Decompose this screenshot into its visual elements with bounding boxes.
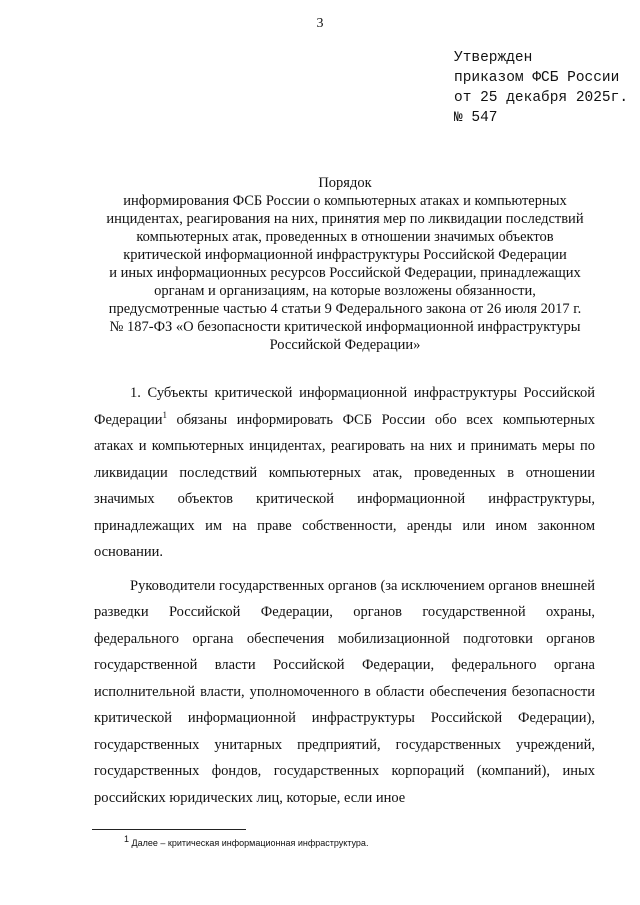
footnote-reference[interactable]: 1 (162, 409, 167, 420)
document-body (94, 380, 595, 811)
footnote-text: Далее – критическая информационная инфраструктура. (129, 838, 369, 848)
paragraph-2: Руководители государственных органов (за исключением органов внешней разведки Российской Федерации, органов государственной охраны, федерального органа обеспечения мобилизационной подготовки органов государственной власти Российской Федерации, федерального органа исполнительной власти, уполномоченного в области обеспечения безопасности критической информационной инфраструктуры Российской Федерации), государственных унитарных предприятий, государственных учреждений, государственных фондов, государственных корпораций (компаний), иных российских юридических лиц, которые, если иное (94, 577, 595, 806)
title-line: инцидентах, реагирования на них, принятия мер по ликвидации последствий (106, 211, 584, 227)
title-heading: Порядок (318, 175, 372, 191)
title-line: предусмотренные частью 4 статьи 9 Федерального закона от 26 июля 2017 г. (108, 301, 582, 317)
page-number: 3 (316, 16, 324, 31)
title-line: Российской Федерации» (269, 337, 421, 353)
title-line: критической информационной инфраструктуры Российской Федерации (123, 247, 567, 263)
title-line: органам и организациям, на которые возложены обязанности, (154, 283, 536, 299)
footnote (124, 834, 604, 848)
approval-line-approved: Утвержден (454, 50, 533, 66)
title-line: и иных информационных ресурсов Российской Федерации, принадлежащих (109, 265, 581, 281)
title-line: информирования ФСБ России о компьютерных атаках и компьютерных (123, 193, 567, 209)
footnote-marker: 1 (124, 834, 130, 844)
document-title (60, 174, 630, 354)
approval-line-order: приказом ФСБ России (454, 70, 620, 86)
paragraph-1-text-start: 1. Субъекты критической информационной инфраструктуры Российской Федерации (94, 385, 595, 428)
paragraph-1-text-end: обязаны информировать ФСБ России обо всех компьютерных атаках и компьютерных инцидентах, реагировать на них и принимать меры по ликвидации последствий компьютерных атак, проведенных в отношении значимых объектов критической информационной инфраструктуры, принадлежащих им на праве собственности, аренды или ином законном основании. (94, 411, 595, 560)
footnote-divider (92, 829, 246, 830)
title-line: компьютерных атак, проведенных в отношении значимых объектов (136, 229, 554, 245)
paragraph-1 (94, 380, 595, 566)
approval-line-number: № 547 (454, 110, 498, 126)
approval-block (454, 48, 634, 128)
approval-line-date: от 25 декабря 2025г. (454, 90, 629, 106)
title-line: № 187-ФЗ «О безопасности критической информационной инфраструктуры (109, 319, 581, 335)
